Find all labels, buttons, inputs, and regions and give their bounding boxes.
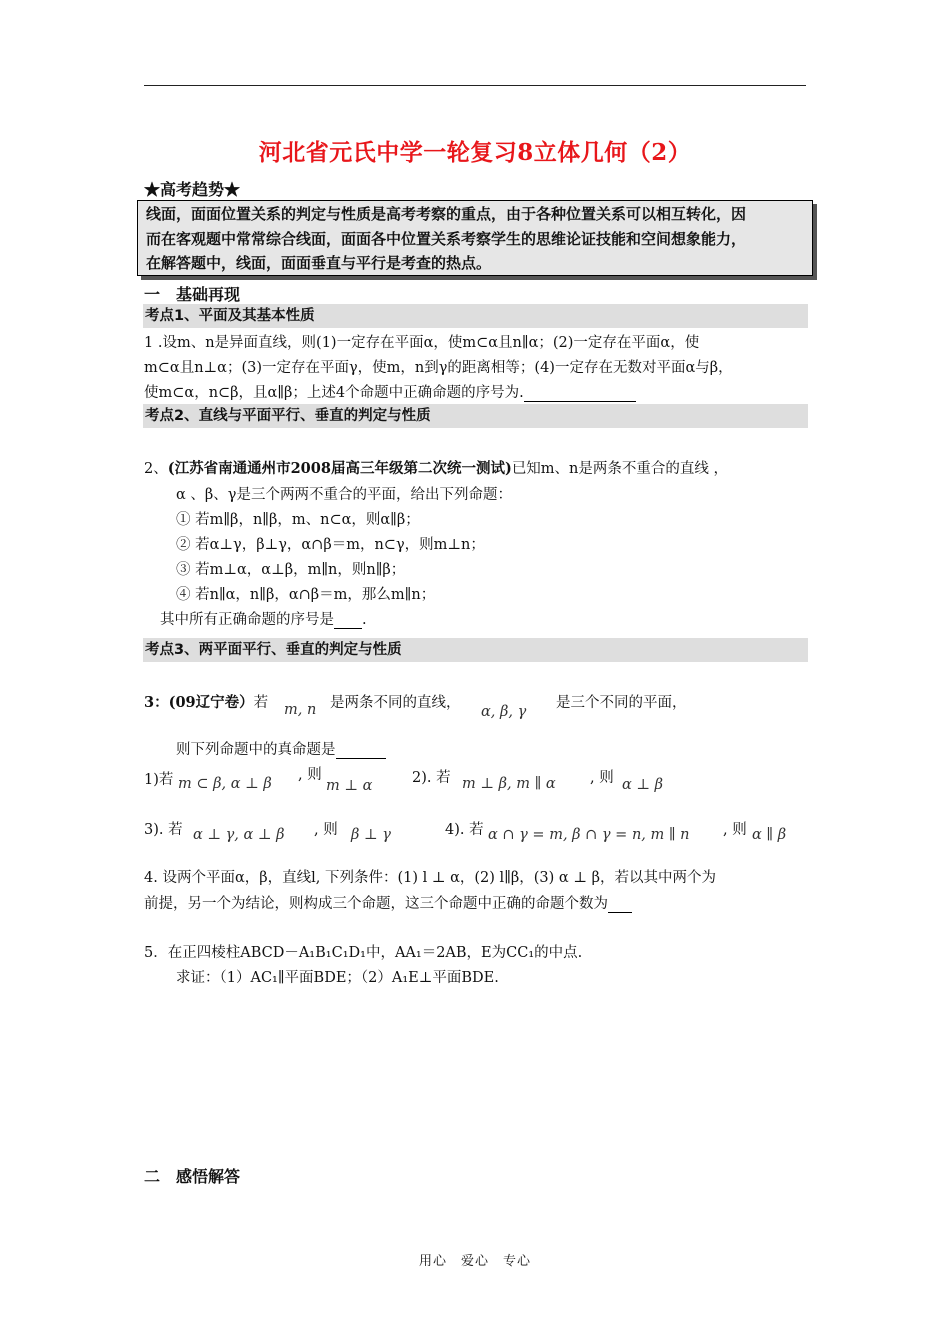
kp2-title: 考点2、直线与平面平行、垂直的判定与性质 bbox=[143, 404, 808, 428]
q3-opt2-then: , 则 bbox=[590, 770, 614, 786]
kp3-title: 考点3、两平面平行、垂直的判定与性质 bbox=[143, 638, 808, 662]
kp1-line: 1 .设m、n是异面直线，则(1)一定存在平面α，使m⊂α且n∥α；(2)一定存在平面α，使 bbox=[144, 335, 700, 351]
q4-line: 前提，另一个为结论，则构成三个命题，这三个命题中正确的命题个数为 bbox=[144, 896, 608, 912]
q2-source: (江苏省南通通州市2008届高三年级第二次统一测试) bbox=[167, 460, 512, 477]
q3-opt1-res: m ⊥ α bbox=[326, 778, 373, 794]
q3-text: 是三个不同的平面， bbox=[556, 695, 687, 711]
q3-opt3-then: , 则 bbox=[314, 822, 338, 838]
trend-line: 而在客观题中常常综合线面，面面各中位置关系考察学生的思维论证技能和空间想象能力， bbox=[146, 229, 747, 248]
q5-line: 5．在正四棱柱ABCD－A₁B₁C₁D₁中，AA₁＝2AB，E为CC₁的中点. bbox=[144, 945, 583, 961]
q2-text: 已知m、n是两条不重合的直线 ， bbox=[511, 461, 729, 477]
section-heading-2: 二 感悟解答 bbox=[144, 1167, 241, 1186]
q3-text: 是两条不同的直线， bbox=[330, 695, 461, 711]
q2-ask: 其中所有正确命题的序号是 bbox=[160, 612, 334, 628]
q3-opt1-label: 1)若 bbox=[144, 772, 174, 788]
q3-opt1-expr: m ⊂ β, α ⊥ β bbox=[178, 776, 272, 792]
q3-opt1-then: , 则 bbox=[298, 767, 322, 783]
q3-opt3-res: β ⊥ γ bbox=[351, 827, 391, 843]
q3-opt3-label: 3). 若 bbox=[144, 822, 183, 838]
q3-line bbox=[144, 691, 268, 712]
q3-mn: m, n bbox=[284, 702, 317, 718]
q3-opt4-expr: α ∩ γ = m, β ∩ γ = n, m ∥ n bbox=[488, 827, 690, 843]
trend-line: 线面，面面位置关系的判定与性质是高考考察的重点，由于各种位置关系可以相互转化，因 bbox=[146, 205, 747, 223]
answer-blank bbox=[336, 742, 386, 759]
answer-blank bbox=[608, 896, 632, 913]
trend-line: 在解答题中，线面，面面垂直与平行是考查的热点。 bbox=[146, 254, 492, 272]
q3-text: 若 bbox=[253, 695, 269, 711]
trend-box bbox=[137, 200, 813, 276]
q4-line-2 bbox=[144, 892, 632, 913]
q3-opt2-label: 2). 若 bbox=[412, 770, 451, 786]
q3-ask: 则下列命题中的真命题是 bbox=[176, 742, 336, 758]
q2-ask-line: 其中所有正确命题的序号是 . bbox=[160, 612, 367, 628]
q2-prop-1: ① 若m∥β，n∥β，m、n⊂α，则α∥β； bbox=[176, 512, 420, 528]
q2-prop-2: ② 若α⊥γ，β⊥γ，α∩β＝m，n⊂γ，则m⊥n； bbox=[176, 537, 485, 553]
q3-ask-line bbox=[176, 738, 386, 759]
q2-prop-4: ④ 若n∥α，n∥β，α∩β＝m，那么m∥n； bbox=[176, 587, 436, 603]
kp1-line: m⊂α且n⊥α；(3)一定存在平面γ，使m，n到γ的距离相等；(4)一定存在无数对平面α与β， bbox=[144, 360, 733, 376]
kp1-title: 考点1、平面及其基本性质 bbox=[143, 304, 808, 328]
q2-first-line bbox=[144, 457, 728, 478]
q3-opt2-res: α ⊥ β bbox=[622, 777, 664, 793]
page-footer: 用心 爱心 专心 bbox=[418, 1254, 531, 1269]
q2-prefix: 2、 bbox=[144, 461, 168, 477]
page-title: 河北省元氏中学一轮复习8立体几何（2） bbox=[258, 139, 692, 166]
kp1-line-last bbox=[144, 381, 636, 402]
q3-opt4-label: 4). 若 bbox=[445, 822, 484, 838]
header-rule bbox=[144, 85, 806, 86]
q3-opt2-expr: m ⊥ β, m ∥ α bbox=[462, 776, 556, 792]
section-heading-1: 一 基础再现 bbox=[144, 285, 241, 304]
q3-opt3-expr: α ⊥ γ, α ⊥ β bbox=[193, 827, 285, 843]
q4-line: 4. 设两个平面α，β，直线l, 下列条件：(1) l ⊥ α，(2) l∥β，(3) α ⊥ β，若以其中两个为 bbox=[144, 870, 716, 886]
q3-label: 3：(09辽宁卷） bbox=[144, 694, 254, 711]
trend-heading: ★高考趋势★ bbox=[144, 180, 241, 199]
q2-prop-3: ③ 若m⊥α，α⊥β，m∥n，则n∥β； bbox=[176, 562, 406, 578]
q2-line: α 、β、γ是三个两两不重合的平面，给出下列命题： bbox=[176, 487, 512, 503]
q5-line: 求证：（1）AC₁∥平面BDE；（2）A₁E⊥平面BDE. bbox=[176, 970, 499, 986]
answer-blank bbox=[524, 385, 636, 402]
answer-blank bbox=[334, 612, 362, 629]
q3-opt4-then: , 则 bbox=[723, 822, 747, 838]
q3-opt4-res: α ∥ β bbox=[752, 827, 787, 843]
q3-greek: α, β, γ bbox=[481, 704, 527, 720]
kp1-line: 使m⊂α，n⊂β，且α∥β；上述4个命题中正确命题的序号为. bbox=[144, 385, 524, 401]
